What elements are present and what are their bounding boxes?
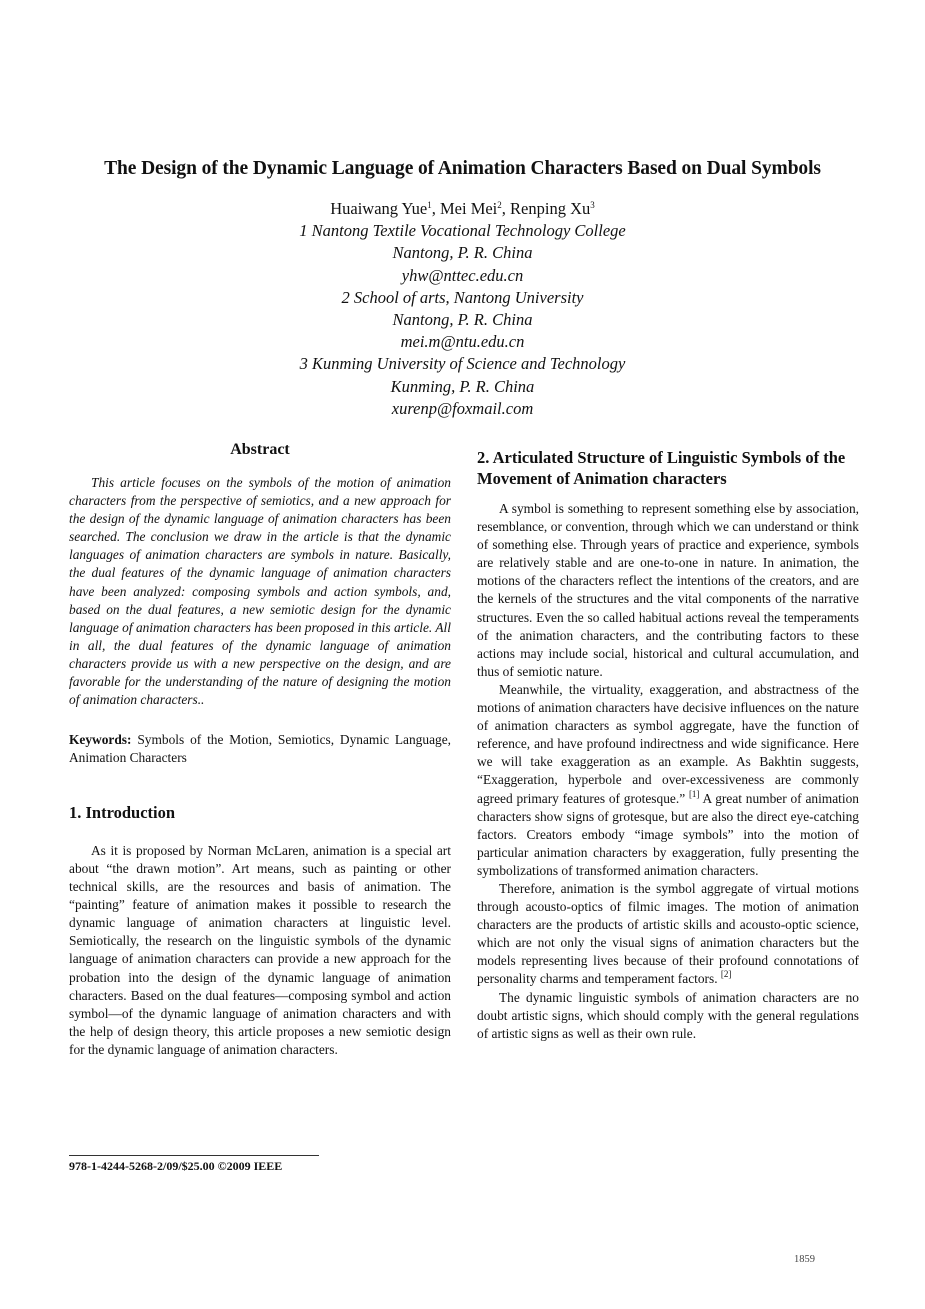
affiliation-email: xurenp@foxmail.com bbox=[391, 398, 534, 418]
section-heading-introduction: 1. Introduction bbox=[69, 803, 176, 823]
section2-paragraph-3 bbox=[477, 880, 859, 989]
section2-paragraph-2 bbox=[477, 681, 859, 880]
affiliation-location: Nantong, P. R. China bbox=[392, 243, 533, 263]
author-separator: , bbox=[431, 199, 440, 218]
section2-paragraph-1: A symbol is something to represent something else by association, resemblance, or convention, through which we can understand or think of something else. Through years of practice and experience, symbols are relatively stable and are one-to-one in nature. In animation, the motions of the characters reflect the intentions of the creators, and are the kernels of the structures and the vital components of the narrative structures. Even the so called habitual actions reveal the temperaments of the animation characters, and the contributing factors to these actions may include social, historical and cultural accumulation, and thus of semiotic nature. bbox=[477, 501, 859, 679]
author-affiliation-mark: 3 bbox=[590, 200, 595, 210]
left-column bbox=[69, 440, 451, 1059]
paragraph-text: Meanwhile, the virtuality, exaggeration, and abstractness of the motions of animation characters have decisive influences on the nature of animation characters as symbol aggregate, have the function of reference, and have profound indirectness and wide significance. Here we will take exaggeration as an example. As Bakhtin suggests, “Exaggeration, hyperbole and over-excessiveness are commonly agreed primary features of grotesque.” bbox=[477, 681, 859, 806]
abstract-text: This article focuses on the symbols of the motion of animation characters from the perspective of semiotics, and a new approach for the design of the dynamic language of animation characters has been searched. The conclusion we draw in the article is that the dynamic languages of animation characters are symbols in nature. Basically, the dual features of the dynamic language of animation characters have been analyzed: composing symbols and action symbols, and, based on the dual features, a new semiotic design for the dynamic language of animation characters has been proposed in this article. All in all, the dual features of the dynamic language of animation characters provide us with a new perspective on the design, and are favorable for the understanding of the nature of designing the motion of animation characters.. bbox=[69, 475, 451, 708]
affiliation-location: Nantong, P. R. China bbox=[392, 310, 533, 330]
citation-ref: [2] bbox=[720, 969, 732, 980]
affiliation-location: Kunming, P. R. China bbox=[390, 376, 535, 396]
footnote-divider bbox=[69, 1155, 319, 1156]
intro-paragraph: As it is proposed by Norman McLaren, animation is a special art about “the drawn motion”. Art means, such as painting or other technical skills, are the resources and basis of animation. The “painting” feature of animation makes it possible to research the dynamic language of animation characters at linguistic level. Semiotically, the research on the linguistic symbols of the dynamic language of animation characters can provide a new approach for the probation into the design of the dynamic language of animation characters. Based on the dual features—composing symbol and action symbol—of the dynamic language of animation characters and with the help of design theory, this article proposes a new semiotic design for the dynamic language of animation characters. bbox=[69, 842, 451, 1057]
author-name: Huaiwang Yue bbox=[330, 199, 428, 218]
affiliation-org: 1 Nantong Textile Vocational Technology College bbox=[299, 221, 626, 241]
author-affiliation-mark: 1 bbox=[427, 200, 432, 210]
copyright-footnote: 978-1-4244-5268-2/09/$25.00 ©2009 IEEE bbox=[69, 1159, 283, 1173]
abstract-heading: Abstract bbox=[230, 441, 290, 458]
author-affiliation-mark: 2 bbox=[497, 200, 502, 210]
keywords-text: Symbols of the Motion, Semiotics, Dynamic Language, Animation Characters bbox=[69, 732, 451, 766]
author-block bbox=[0, 198, 925, 420]
affiliation-email: yhw@nttec.edu.cn bbox=[401, 265, 524, 285]
citation-ref: [1] bbox=[688, 788, 700, 799]
section2-paragraph-4: The dynamic linguistic symbols of animation characters are no doubt artistic signs, which should comply with the general regulations of artistic signs as well as their own rule. bbox=[477, 989, 859, 1041]
keywords-label: Keywords: bbox=[69, 732, 132, 748]
section-heading-2: 2. Articulated Structure of Linguistic Symbols of the Movement of Animation characters bbox=[477, 448, 846, 488]
author-separator: , bbox=[501, 199, 511, 218]
keywords bbox=[69, 731, 451, 767]
affiliation-org: 3 Kunming University of Science and Technology bbox=[299, 354, 626, 374]
author-name: Renping Xu bbox=[510, 199, 591, 218]
paragraph-text: A great number of animation characters show signs of grotesque, but are also the direct eye-catching factors. Creators embody “image symbols” into the motion of particular animation characters by exaggeration, fully presenting the symbolizations of transformed animation characters. bbox=[477, 790, 859, 878]
affiliation-email: mei.m@ntu.edu.cn bbox=[400, 332, 525, 352]
paragraph-text: Therefore, animation is the symbol aggregate of virtual motions through acousto-optics of filmic images. The motion of animation characters are the products of artistic skills and acousto-optic science, which are not only the visual signs of animation characters but the models representing lives because of their profound connotations of personality charms and temperament factors. bbox=[477, 880, 859, 987]
author-line bbox=[0, 198, 925, 220]
paper-title: The Design of the Dynamic Language of Animation Characters Based on Dual Symbols bbox=[104, 158, 821, 179]
right-column bbox=[477, 448, 859, 1043]
affiliation-org: 2 School of arts, Nantong University bbox=[341, 287, 584, 307]
author-name: Mei Mei bbox=[439, 199, 498, 218]
page-number: 1859 bbox=[794, 1254, 815, 1265]
